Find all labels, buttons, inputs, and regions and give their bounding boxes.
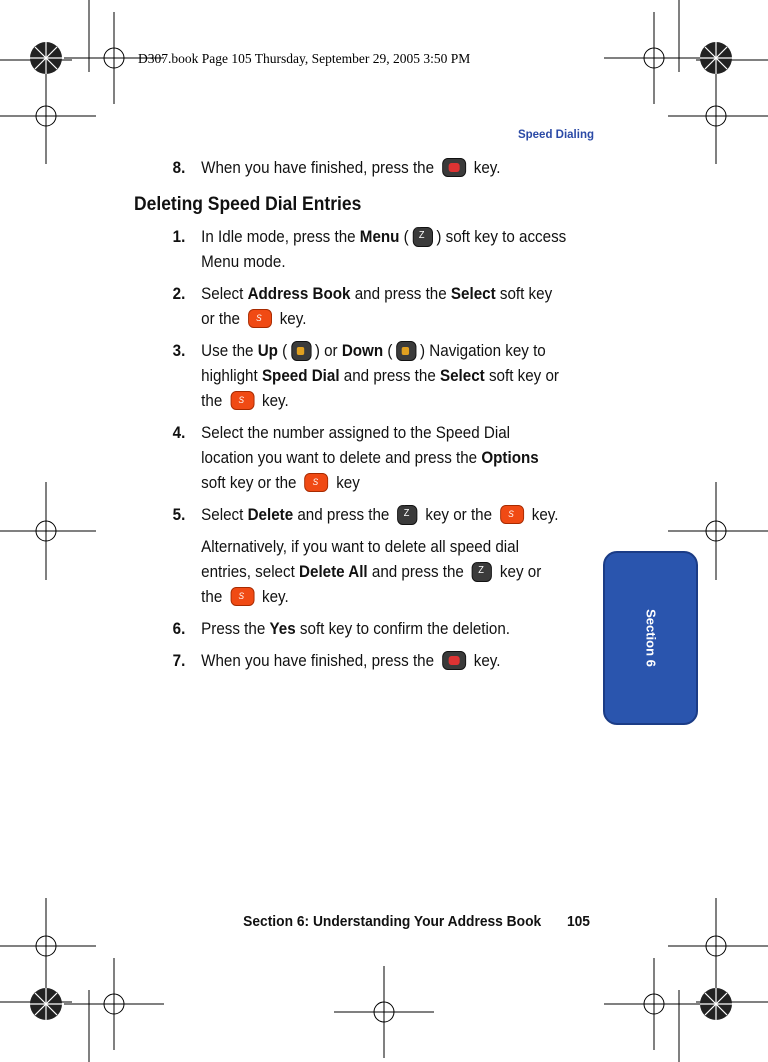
- text-run: soft key or the: [201, 367, 559, 410]
- text-run: soft key or the: [201, 474, 301, 492]
- step-number: 3.: [172, 342, 186, 360]
- alternative-paragraph: [134, 535, 566, 610]
- step-item: [134, 156, 566, 181]
- steps-after: [134, 617, 566, 674]
- step-item: [134, 617, 566, 642]
- soft-key-icon: [230, 587, 254, 606]
- step-number: 5.: [172, 506, 186, 524]
- text-run: and press the: [350, 285, 451, 303]
- bold-term: Select: [439, 367, 485, 385]
- text-run: and press the: [367, 563, 469, 581]
- bold-term: Menu: [359, 228, 400, 246]
- page-content: [134, 156, 566, 681]
- bold-term: Down: [341, 342, 384, 360]
- step-text: [201, 339, 566, 414]
- menu-key-icon: [472, 562, 492, 582]
- text-run: and press the: [293, 506, 394, 524]
- text-run: key.: [527, 506, 559, 524]
- step-text: [201, 282, 566, 332]
- menu-key-icon: [397, 505, 417, 525]
- bold-term: Yes: [269, 620, 296, 638]
- step-item: [134, 282, 566, 332]
- step-number: 1.: [172, 228, 186, 246]
- bold-term: Address Book: [247, 285, 351, 303]
- step-item: [134, 503, 566, 528]
- text-run: ) Navigation key to highlight: [201, 342, 546, 385]
- soft-key-icon: [248, 309, 272, 328]
- text-run: key or the: [201, 563, 542, 606]
- soft-key-icon: [230, 391, 254, 410]
- section-tab: [603, 551, 698, 725]
- navigation-key-icon: [396, 341, 416, 361]
- step-number: 7.: [172, 652, 186, 670]
- steps-list: [134, 225, 566, 528]
- step-number: 2.: [172, 285, 186, 303]
- text-run: key.: [257, 392, 289, 410]
- step-item: [134, 339, 566, 414]
- text-run: (: [277, 342, 288, 360]
- text-run: ) or: [314, 342, 342, 360]
- text-run: Select the number assigned to the Speed Dial location you want to delete and press the: [201, 424, 511, 467]
- step-text: [201, 503, 566, 528]
- bold-term: Up: [257, 342, 278, 360]
- text-run: and press the: [339, 367, 440, 385]
- step-text: [201, 617, 566, 642]
- text-run: Select: [201, 506, 248, 524]
- steps-before: [134, 156, 566, 181]
- text-run: When you have finished, press the: [201, 652, 439, 670]
- text-run: Alternatively, if you want to delete all speed dial entries, select: [201, 538, 520, 581]
- bold-term: Delete: [247, 506, 294, 524]
- footer-title: Section 6: Understanding Your Address Book: [243, 913, 542, 930]
- text-run: key.: [469, 652, 501, 670]
- soft-key-icon: [304, 473, 328, 492]
- text-run: soft key or the: [201, 285, 553, 328]
- section-heading: Deleting Speed Dial Entries: [134, 194, 362, 215]
- text-run: (: [383, 342, 393, 360]
- bold-term: Speed Dial: [261, 367, 340, 385]
- end-key-icon: [442, 651, 466, 670]
- text-run: soft key to confirm the deletion.: [295, 620, 511, 638]
- text-run: Select: [201, 285, 248, 303]
- bold-term: Delete All: [299, 563, 368, 581]
- text-run: key.: [275, 310, 307, 328]
- text-run: (: [399, 228, 409, 246]
- bold-term: Options: [481, 449, 539, 467]
- text-run: key.: [469, 159, 501, 177]
- bold-term: Select: [450, 285, 496, 303]
- step-text: [201, 225, 566, 275]
- text-run: key.: [257, 588, 289, 606]
- navigation-key-icon: [291, 341, 311, 361]
- step-item: [134, 649, 566, 674]
- text-run: In Idle mode, press the: [201, 228, 360, 246]
- step-item: [134, 225, 566, 275]
- step-text: [201, 649, 566, 674]
- step-text: [201, 421, 566, 496]
- menu-key-icon: [412, 227, 432, 247]
- text-run: key or the: [421, 506, 497, 524]
- section-tab-label: Section 6: [643, 609, 658, 667]
- page-number: 105: [566, 913, 590, 930]
- step-item: [134, 421, 566, 496]
- end-key-icon: [442, 158, 466, 177]
- step-text: [201, 156, 566, 181]
- text-run: Press the: [201, 620, 270, 638]
- page-footer: [243, 913, 590, 930]
- text-run: ) soft key to access Menu mode.: [201, 228, 567, 271]
- book-info-line: D307.book Page 105 Thursday, September 29, 2005 3:50 PM: [138, 51, 471, 66]
- text-run: When you have finished, press the: [201, 159, 439, 177]
- text-run: key: [332, 474, 360, 492]
- step-number: 4.: [172, 424, 186, 442]
- running-head: Speed Dialing: [517, 129, 594, 141]
- step-number: 6.: [172, 620, 186, 638]
- soft-key-icon: [500, 505, 524, 524]
- text-run: Use the: [201, 342, 258, 360]
- step-number: 8.: [172, 159, 186, 177]
